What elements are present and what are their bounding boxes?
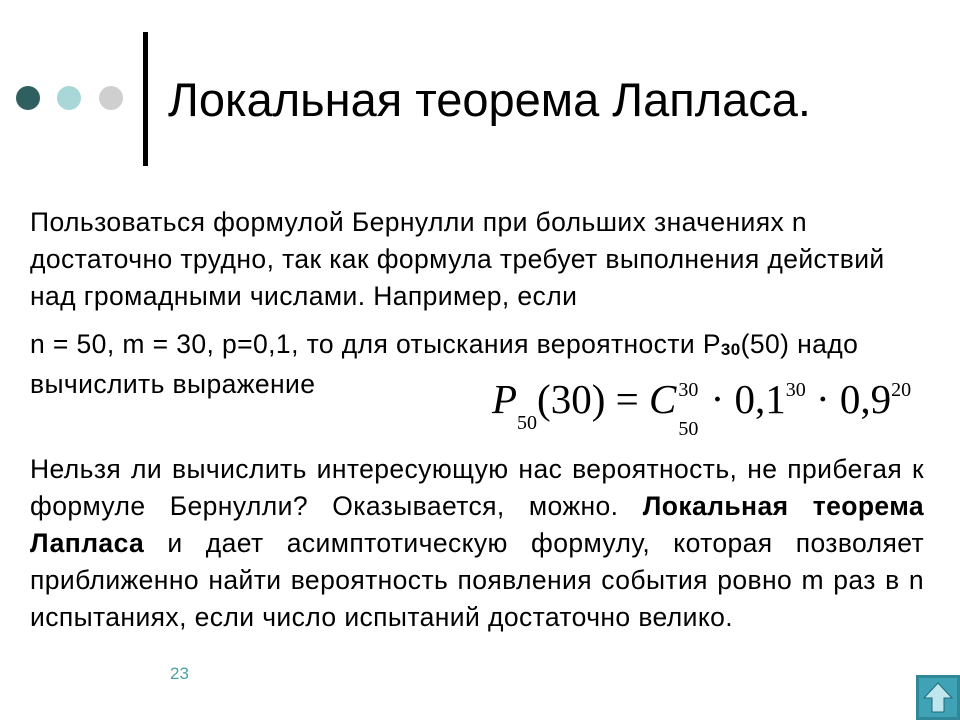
formula-base-1: 0,1	[734, 376, 786, 422]
decorative-dot-dark	[16, 86, 40, 110]
laplace-text-start: Нельзя ли вычислить интересующую нас вероятность, не прибегая к формуле Бернулли? Оказывается, можно.	[30, 454, 924, 521]
up-arrow-icon	[916, 675, 960, 720]
probability-subscript: 30	[720, 340, 741, 359]
decorative-dot-light	[57, 86, 81, 110]
formula-c-superscript: 30	[678, 379, 699, 401]
decorative-dot-gray	[99, 86, 123, 110]
laplace-theorem-name: Локальная теорема Лапласа	[30, 491, 924, 558]
formula-c-subscript: 50	[678, 418, 699, 440]
slide-title: Локальная теорема Лапласа.	[168, 73, 811, 126]
example-text-end: (50) надо вычислить выражение	[30, 329, 859, 399]
formula-p: P	[492, 376, 518, 422]
formula-argument: (30)	[537, 376, 606, 422]
formula-equals: =	[615, 376, 639, 422]
title-divider	[143, 32, 148, 166]
formula-exponent-2: 20	[891, 379, 912, 401]
page-number: 23	[170, 664, 189, 683]
formula-base-2: 0,9	[839, 376, 892, 422]
example-text-start: n = 50, m = 30, p=0,1, то для отыскания вероятности P	[30, 329, 721, 359]
laplace-text-end: и дает асимптотическую формулу, которая позволяет приближенно найти вероятность появления события ровно m раз в n испытаниях, если число испытаний достаточно велико.	[30, 528, 924, 632]
formula-c: C	[648, 376, 677, 422]
paragraph-laplace	[30, 451, 924, 636]
nav-up-button[interactable]	[916, 675, 960, 720]
formula-p-subscript: 50	[517, 412, 538, 434]
paragraph-intro: Пользоваться формулой Бернулли при больших значениях n достаточно трудно, так как формула требует выполнения действий над громадными числами. Например, если	[30, 207, 885, 311]
formula-dot-1: ·	[710, 376, 725, 422]
formula-dot-2: ·	[816, 376, 830, 422]
bernoulli-formula	[492, 364, 911, 442]
formula-exponent-1: 30	[785, 379, 806, 401]
